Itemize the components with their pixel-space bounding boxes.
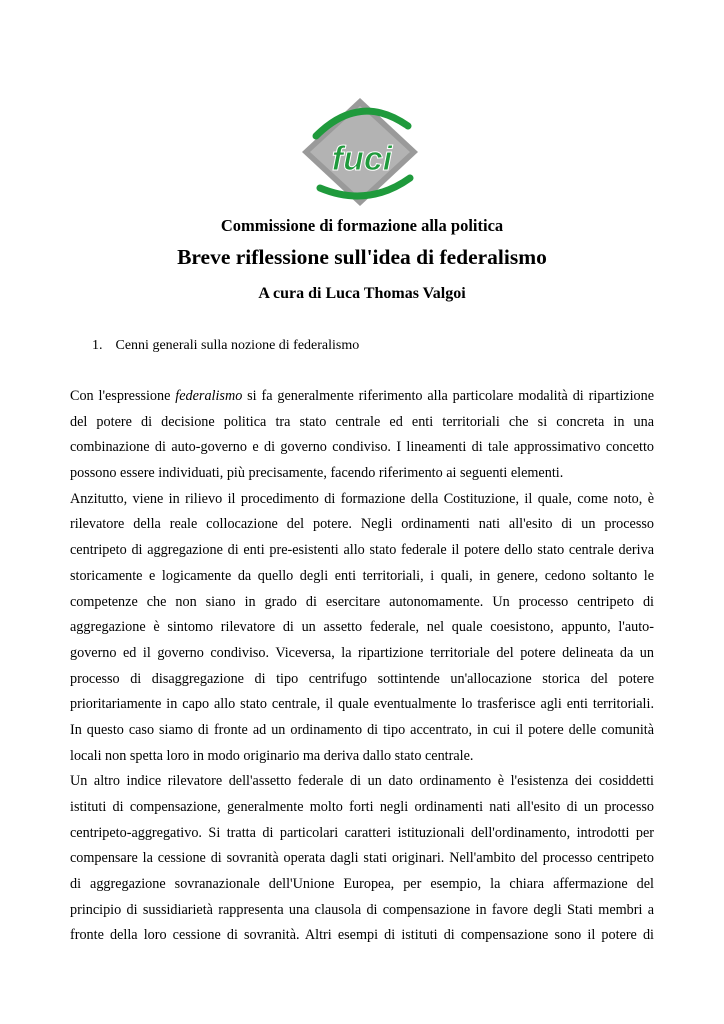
body-text	[70, 384, 654, 949]
body-line: centripeto-aggregativo. Si tratta di particolari caratteri istituzionali dell'ordinamento, introdotti per	[70, 824, 654, 841]
body-line: prioritariamente in capo allo stato centrale, il quale eventualmente lo trasferisce agli enti territoriali.	[70, 696, 654, 713]
document-title: Breve riflessione sull'idea di federalismo	[177, 245, 547, 269]
author-line: A cura di Luca Thomas Valgoi	[258, 285, 466, 302]
body-line: combinazione di auto-governo e di governo condiviso. I lineamenti di tale approssimativo concetto	[70, 439, 654, 456]
body-line: In questo caso siamo di fronte ad un ordinamento di tipo accentrato, in cui il potere delle comunità	[70, 721, 654, 738]
section-title: Cenni generali sulla nozione di federalismo	[115, 338, 360, 353]
body-line: storicamente e logicamente da quello degli enti territoriali, i quali, in genere, cedono soltanto le	[70, 567, 654, 584]
body-line: aggregazione è sintomo rilevatore di un assetto federale, nel quale coesistono, appunto, l'auto-	[70, 619, 654, 636]
body-line: istituti di compensazione, generalmente molto forti negli ordinamenti nati all'esito di un processo	[70, 799, 654, 815]
section-heading	[92, 338, 359, 354]
body-line	[70, 384, 654, 410]
body-line: fronte della loro cessione di sovranità. Altri esempi di istituti di compensazione sono il potere di	[70, 927, 654, 944]
body-line-pre: Con l'espressione	[70, 388, 176, 404]
body-line: governo ed il governo condiviso. Viceversa, la ripartizione territoriale del potere delineata da un	[70, 644, 654, 661]
body-line: rilevatore della reale collocazione del potere. Negli ordinamenti nati all'esito di un processo	[70, 516, 654, 533]
body-line: Anzitutto, viene in rilievo il procedimento di formazione della Costituzione, il quale, come noto, è	[70, 490, 654, 507]
svg-text:fuci: fuci	[331, 140, 393, 178]
body-line-post: si fa generalmente riferimento alla particolare modalità di ripartizione	[242, 388, 654, 404]
body-line: possono essere individuati, più precisamente, facendo riferimento ai seguenti elementi.	[70, 465, 564, 482]
body-line: di aggregazione sovranazionale dell'Unione Europea, per esempio, la chiara affermazione del	[70, 876, 654, 893]
fuci-logo-icon	[302, 96, 420, 208]
body-line: competenze che non siano in grado di esercitare autonomamente. Un processo centripeto di	[70, 593, 654, 610]
body-line: Un altro indice rilevatore dell'assetto federale di un dato ordinamento è l'esistenza dei cosiddetti	[70, 773, 654, 790]
body-line: del potere di decisione politica tra stato centrale ed enti territoriali che si concreta in una	[70, 413, 654, 430]
body-line: processo di disaggregazione di tipo centrifugo sottintende un'allocazione storica del potere	[70, 670, 654, 687]
section-number: 1.	[92, 338, 103, 353]
body-line: compensare la cessione di sovranità operata dagli stati originari. Nell'ambito del processo centripeto	[70, 850, 654, 867]
body-line: locali non spetta loro in modo originario ma deriva dallo stato centrale.	[70, 747, 474, 764]
body-line: principio di sussidiarietà rappresenta una clausola di compensazione in favore degli Stati membri a	[70, 901, 654, 918]
body-line-emphasis: federalismo	[175, 388, 243, 404]
commission-heading: Commissione di formazione alla politica	[220, 216, 504, 235]
body-line: centripeto di aggregazione di enti pre-esistenti allo stato federale il potere dello stato centrale deriva	[70, 542, 654, 559]
